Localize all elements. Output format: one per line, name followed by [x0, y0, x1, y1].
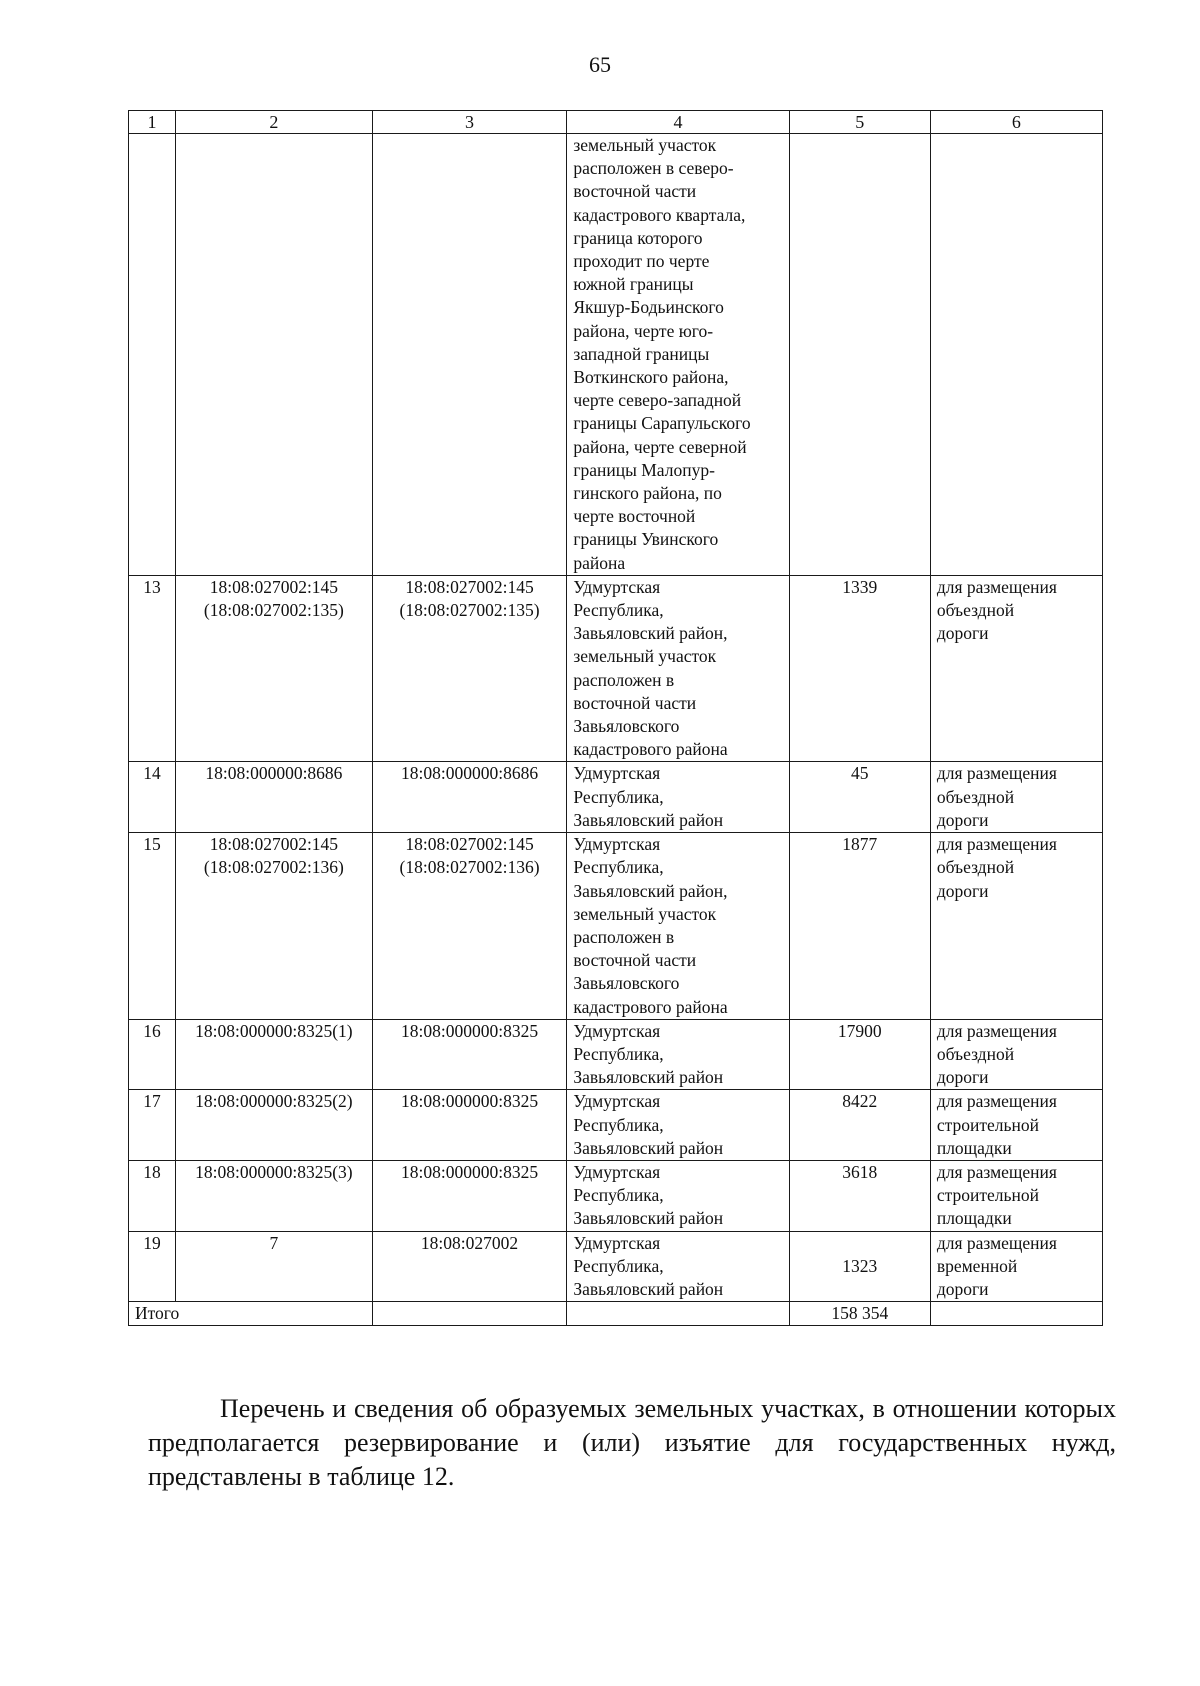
column-header: 3	[372, 111, 567, 134]
column-header: 6	[930, 111, 1102, 134]
cell-address: Удмуртская Республика, Завьяловский район, земельный участок расположен в восточной части Завьяловского кадастрового района	[567, 575, 789, 762]
cell-source-number: 18:08:000000:8686	[372, 762, 567, 833]
cell-num: 15	[129, 833, 176, 1020]
cell-new-number: 18:08:027002:145 (18:08:027002:136)	[176, 833, 373, 1020]
cell-new-number	[176, 134, 373, 576]
cell-area	[789, 1231, 930, 1302]
cell-address: земельный участок расположен в северо- восточной части кадастрового квартала, граница которого проходит по черте южной границы Якшур-Бодьинского района, черте юго- западной границы Воткинского района, черте северо-западной границы Сарапульского района, черте северной границы Малопур- гинского района, по черте восточной границы Увинского района	[567, 134, 789, 576]
cell-source-number: 18:08:027002	[372, 1231, 567, 1302]
column-header: 2	[176, 111, 373, 134]
total-row	[129, 1302, 1103, 1326]
cell-new-number: 18:08:000000:8325(1)	[176, 1019, 373, 1090]
cell-address: Удмуртская Республика, Завьяловский район, земельный участок расположен в восточной части Завьяловского кадастрового района	[567, 833, 789, 1020]
column-header: 1	[129, 111, 176, 134]
cell-purpose: для размещения строительной площадки	[930, 1090, 1102, 1161]
body-paragraph: Перечень и сведения об образуемых земельных участках, в отношении которых предполагается резервирование и (или) изъятие для государственных нужд, представлены в таблице 12.	[148, 1394, 1116, 1491]
cell-source-number: 18:08:000000:8325	[372, 1160, 567, 1231]
table-row	[129, 762, 1103, 833]
cell-purpose: для размещения временной дороги	[930, 1231, 1102, 1302]
table-row	[129, 1231, 1103, 1302]
cell-area	[789, 134, 930, 576]
page-number: 65	[589, 52, 611, 77]
cell-num: 19	[129, 1231, 176, 1302]
cell-num: 13	[129, 575, 176, 762]
cell-area: 1339	[789, 575, 930, 762]
total-area: 158 354	[789, 1302, 930, 1326]
cell-address: Удмуртская Республика, Завьяловский район	[567, 1019, 789, 1090]
cell-address: Удмуртская Республика, Завьяловский район	[567, 762, 789, 833]
column-header: 5	[789, 111, 930, 134]
cell-area: 45	[789, 762, 930, 833]
table-row	[129, 1090, 1103, 1161]
cell-area: 3618	[789, 1160, 930, 1231]
cell-num	[129, 134, 176, 576]
table-row	[129, 1160, 1103, 1231]
cell-new-number: 7	[176, 1231, 373, 1302]
cell-area: 1877	[789, 833, 930, 1020]
cell-num: 17	[129, 1090, 176, 1161]
cell-address: Удмуртская Республика, Завьяловский район	[567, 1231, 789, 1302]
cell-purpose	[930, 134, 1102, 576]
cell-area: 17900	[789, 1019, 930, 1090]
total-label: Итого	[129, 1302, 373, 1326]
cell-new-number: 18:08:000000:8325(3)	[176, 1160, 373, 1231]
cell-purpose: для размещения объездной дороги	[930, 762, 1102, 833]
cell-new-number: 18:08:000000:8325(2)	[176, 1090, 373, 1161]
total-empty-cell	[567, 1302, 789, 1326]
cell-address: Удмуртская Республика, Завьяловский район	[567, 1090, 789, 1161]
table-row	[129, 575, 1103, 762]
column-header: 4	[567, 111, 789, 134]
cell-source-number: 18:08:027002:145 (18:08:027002:136)	[372, 833, 567, 1020]
table-row-continuation	[129, 134, 1103, 576]
cell-area-value: 1323	[842, 1255, 878, 1276]
cell-area: 8422	[789, 1090, 930, 1161]
cell-source-number	[372, 134, 567, 576]
cell-purpose: для размещения объездной дороги	[930, 833, 1102, 1020]
cell-address: Удмуртская Республика, Завьяловский район	[567, 1160, 789, 1231]
table-row	[129, 833, 1103, 1020]
cell-new-number: 18:08:027002:145 (18:08:027002:135)	[176, 575, 373, 762]
cell-num: 16	[129, 1019, 176, 1090]
land-plots-table	[128, 110, 1103, 1326]
cell-purpose: для размещения объездной дороги	[930, 1019, 1102, 1090]
cell-source-number: 18:08:000000:8325	[372, 1019, 567, 1090]
cell-num: 14	[129, 762, 176, 833]
cell-new-number: 18:08:000000:8686	[176, 762, 373, 833]
cell-source-number: 18:08:027002:145 (18:08:027002:135)	[372, 575, 567, 762]
cell-num: 18	[129, 1160, 176, 1231]
column-number-row	[129, 111, 1103, 134]
cell-purpose: для размещения строительной площадки	[930, 1160, 1102, 1231]
total-empty-cell	[372, 1302, 567, 1326]
table-row	[129, 1019, 1103, 1090]
cell-source-number: 18:08:000000:8325	[372, 1090, 567, 1161]
total-empty-cell	[930, 1302, 1102, 1326]
cell-purpose: для размещения объездной дороги	[930, 575, 1102, 762]
